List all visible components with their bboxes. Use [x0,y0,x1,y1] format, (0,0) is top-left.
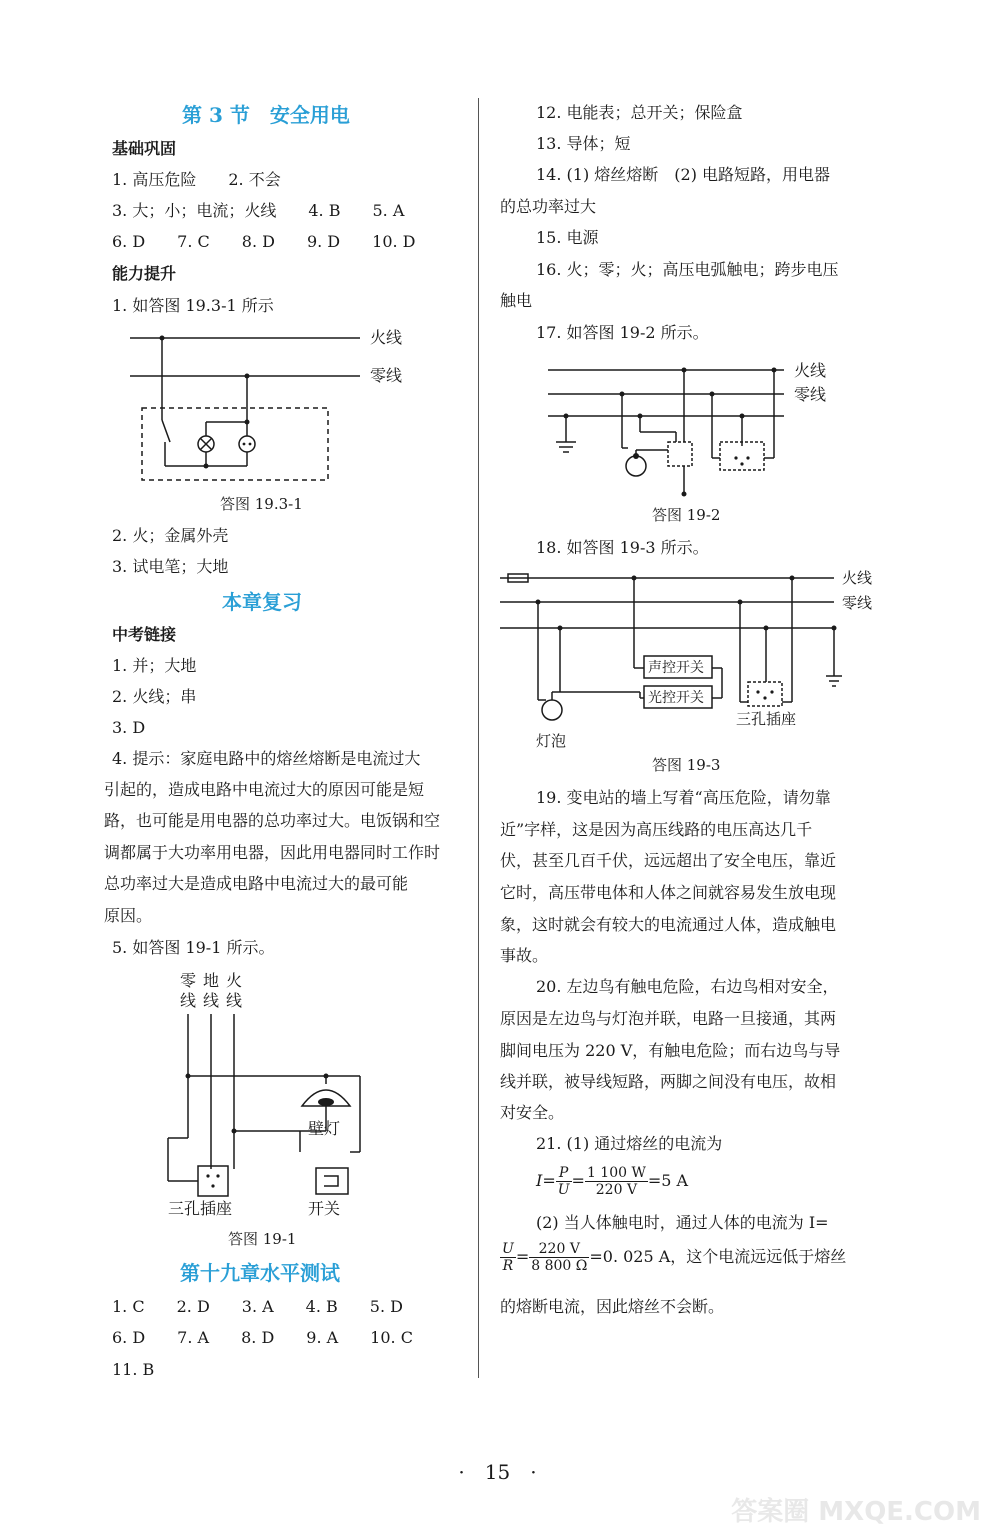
ability-heading: 能力提升 [112,264,177,283]
answer-17: 17. 如答图 19-2 所示。 [536,323,709,342]
formula-1-f1-den: U [557,1182,570,1198]
fig3-bulb-label: 灯泡 [536,732,567,750]
exam-q4-line-5: 总功率过大是造成电路中电流过大的最可能 [104,874,409,893]
exam-q4-line-1: 4. 提示：家庭电路中的熔丝熔断是电流过大 [112,749,421,768]
answer-20-line-2: 原因是左边鸟与灯泡并联，电路一旦接通，其两 [500,1009,837,1028]
page-number: · 15 · [458,1460,537,1484]
answer-20-line-3: 脚间电压为 220 V，有触电危险；而右边鸟与导 [500,1041,841,1060]
formula-1-fraction-p-u [556,1165,572,1198]
exam-line-2: 2. 火线；串 [112,687,197,706]
exam-q4-line-3: 路，也可能是用电器的总功率过大。电饭锅和空 [104,811,441,830]
exam-line-1: 1. 并；大地 [112,656,197,675]
answer-13: 13. 导体；短 [536,134,631,153]
exam-q5: 5. 如答图 19-1 所示。 [112,938,275,957]
formula-2-f1-den: R [502,1258,514,1274]
fig3-socket-label: 三孔插座 [736,710,797,728]
light-switch-label: 光控开关 [648,690,704,706]
answer-14-line-2: 的总功率过大 [500,197,597,216]
basic-line-1: 1. 高压危险 2. 不会 [112,170,281,189]
answer-19-line-2: 近”字样，这是因为高压线路的电压高达几千 [500,820,813,839]
switch-box [668,442,692,466]
exam-q4-line-6: 原因。 [104,906,153,925]
wire-bottom-neutral: 线 [180,991,197,1010]
answer-16-line-2: 触电 [500,291,533,310]
formula-1-f1-num: P [556,1165,572,1182]
wire-top-ground: 地 [203,971,220,990]
figure-19-3-1-diagram [120,322,420,492]
answer-16-line-1: 16. 火；零；火；高压电弧触电；跨步电压 [536,260,839,279]
fig3-caption: 答图 19-3 [652,756,721,774]
answer-20-line-1: 20. 左边鸟有触电危险，右边鸟相对安全， [536,977,839,996]
column-divider [478,98,479,1378]
formula-2-rhs: =0. 025 A，这个电流远远低于熔丝 [589,1247,847,1266]
test-title: 第十九章水平测试 [180,1261,340,1285]
answer-21-part-2: (2) 当人体触电时，通过人体的电流为 I= [536,1213,829,1232]
answer-12: 12. 电能表；总开关；保险盒 [536,103,743,122]
answer-20-line-5: 对安全。 [500,1103,565,1122]
formula-1-lhs: I= [536,1171,556,1190]
dashed-enclosure [142,408,328,480]
formula-2-f2-den: 8 800 Ω [531,1258,588,1274]
wire-bottom-ground: 线 [203,991,220,1010]
answer-19-line-3: 伏，甚至几百千伏，远远超出了安全电压，靠近 [500,851,837,870]
answer-18: 18. 如答图 19-3 所示。 [536,538,709,557]
socket-label: 三孔插座 [168,1199,233,1218]
answer-21-part-1: 21. (1) 通过熔丝的电流为 [536,1134,723,1153]
figure-19-2-diagram [540,358,840,504]
answer-21-end: 的熔断电流，因此熔丝不会断。 [500,1297,725,1316]
watermark: 答案圈 MXQE.COM [731,1497,981,1527]
answer-19-line-5: 象，这时就会有较大的电流通过人体，造成触电 [500,915,837,934]
formula-1-f2-num: 1 100 W [586,1165,646,1181]
socket-box [720,442,764,470]
formula-1-fraction-values [585,1165,648,1198]
fig1-neutral-label: 零线 [370,366,403,385]
wire-bottom-live: 线 [226,991,243,1010]
formula-2-f1-num: U [502,1241,514,1257]
fig3-live-label: 火线 [842,569,873,587]
formula-1 [536,1164,688,1198]
fig2-caption: 答图 19-2 [652,506,721,524]
ability-line-1: 1. 如答图 19.3-1 所示 [112,296,274,315]
wire-top-live: 火 [226,971,243,990]
basic-heading: 基础巩固 [112,139,177,158]
exam-q4-line-2: 引起的，造成电路中电流过大的原因可能是短 [104,780,425,799]
fig2-neutral-label: 零线 [794,385,827,404]
answer-20-line-4: 线并联，被导线短路，两脚之间没有电压，故相 [500,1072,837,1091]
test-line-2: 6. D 7. A 8. D 9. A 10. C [112,1328,413,1347]
formula-1-eq: = [571,1171,585,1190]
socket-symbol [239,436,255,452]
exam-heading: 中考链接 [112,625,177,644]
test-line-3: 11. B [112,1360,155,1379]
formula-1-rhs: =5 A [647,1171,689,1190]
fig2-live-label: 火线 [794,361,827,380]
fig3-neutral-label: 零线 [842,594,873,612]
three-pin-socket-box [198,1166,228,1196]
formula-2-fraction-u-r [500,1241,516,1274]
formula-2-fraction-values [529,1241,589,1274]
socket-box [748,682,782,706]
section-3-title: 第 3 节 安全用电 [182,103,350,127]
basic-line-3: 6. D 7. C 8. D 9. D 10. D [112,232,416,251]
figure-19-3-diagram [500,566,880,756]
test-line-1: 1. C 2. D 3. A 4. B 5. D [112,1297,403,1316]
basic-line-2: 3. 大；小；电流；火线 4. B 5. A [112,201,405,220]
answer-19-line-4: 它时，高压带电体和人体之间就容易发生放电现 [500,883,837,902]
ability-line-2: 2. 火；金属外壳 [112,526,229,545]
fig191-caption: 答图 19-1 [228,1230,297,1248]
figure-19-1-diagram [150,966,390,1226]
lamp-bulb-symbol [542,700,562,720]
answer-19-line-1: 19. 变电站的墙上写着“高压危险，请勿靠 [536,788,831,807]
ability-line-3: 3. 试电笔；大地 [112,557,229,576]
wire-top-neutral: 零 [180,971,197,990]
wall-lamp-label: 壁灯 [308,1119,341,1138]
fig1-live-label: 火线 [370,328,403,347]
answer-15: 15. 电源 [536,228,599,247]
formula-2-f2-num: 220 V [529,1241,589,1258]
fig1-caption: 答图 19.3-1 [220,495,303,513]
switch-label: 开关 [308,1199,341,1218]
sound-switch-label: 声控开关 [648,660,704,676]
formula-2-eq: = [515,1247,530,1266]
answer-14-line-1: 14. (1) 熔丝熔断 (2) 电路短路，用电器 [536,165,831,184]
switch-box [316,1168,348,1194]
review-title: 本章复习 [222,590,302,614]
answer-19-line-6: 事故。 [500,946,549,965]
formula-2 [500,1240,846,1274]
exam-q4-line-4: 调都属于大功率用电器，因此用电器同时工作时 [104,843,441,862]
formula-1-f2-den: 220 V [595,1182,638,1198]
exam-line-3: 3. D [112,718,146,737]
